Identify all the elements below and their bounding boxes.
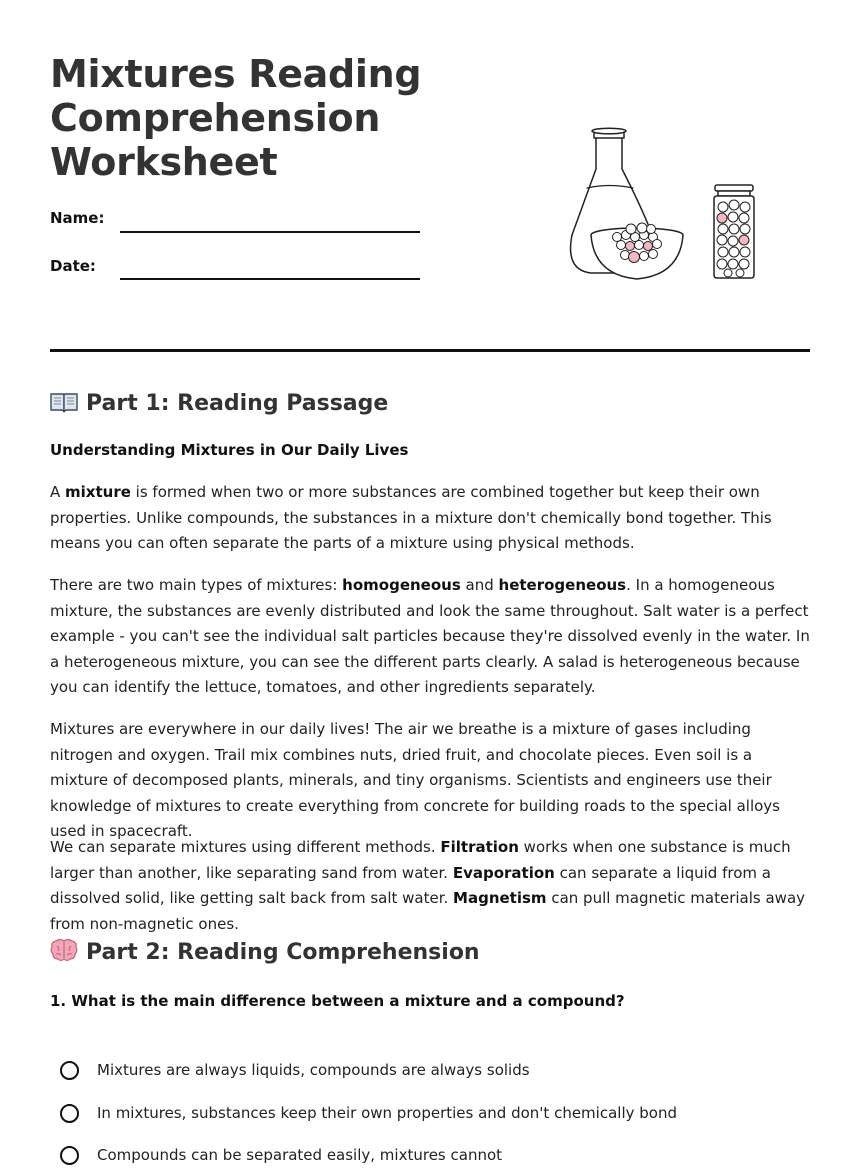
part2-heading-text: Part 2: Reading Comprehension [86,940,480,965]
passage-paragraph-4: We can separate mixtures using different methods. Filtration works when one substance is much larger than another, like separating sand from water. Evaporation can separate a liquid from a dissolved solid, like getting salt back from salt water. Magnetism can pull magnetic materials away from non-magnetic ones. [50,838,806,933]
part1-heading [50,391,388,419]
option-label: Compounds can be separated easily, mixtures cannot [97,1146,503,1164]
name-line[interactable] [120,231,420,233]
date-label: Date: [50,257,96,275]
passage-paragraph-1: A mixture is formed when two or more substances are combined together but keep their own properties. Unlike compounds, the substances in a mixture don't chemically bond together. This means you can often separate the parts of a mixture using physical methods. [50,483,772,552]
passage-subheading: Understanding Mixtures in Our Daily Lives [50,441,409,459]
question-1-option-b[interactable] [60,1100,677,1126]
part2-heading [50,938,480,968]
radio-button[interactable] [60,1104,79,1123]
worksheet-title: Mixtures Reading Comprehension Worksheet [50,52,422,184]
question-1-option-a[interactable] [60,1057,530,1083]
open-book-icon [50,391,78,419]
radio-button[interactable] [60,1061,79,1080]
question-1-text: 1. What is the main difference between a mixture and a compound? [50,992,625,1010]
brain-icon [50,938,78,968]
date-line[interactable] [120,278,420,280]
flask-and-jar-illustration [565,125,760,285]
question-1-option-c[interactable] [60,1142,502,1168]
passage-paragraph-3: Mixtures are everywhere in our daily lives! The air we breathe is a mixture of gases including nitrogen and oxygen. Trail mix combines nuts, dried fruit, and chocolate pieces. Even soil is a mixture of decomposed plants, minerals, and tiny organisms. Scientists and engineers use their knowledge of mixtures to create everything from concrete for building roads to the special alloys used in spacecraft. [50,720,780,840]
option-label: In mixtures, substances keep their own properties and don't chemically bond [97,1104,677,1122]
name-label: Name: [50,209,105,227]
radio-button[interactable] [60,1146,79,1165]
option-label: Mixtures are always liquids, compounds are always solids [97,1061,530,1079]
passage-paragraph-2: There are two main types of mixtures: homogeneous and heterogeneous. In a homogeneous mixture, the substances are evenly distributed and look the same throughout. Salt water is a perfect example - you can't see the individual salt particles because they're dissolved evenly in the water. In a heterogeneous mixture, you can see the different parts clearly. A salad is heterogeneous because you can identify the lettuce, tomatoes, and other ingredients separately. [50,576,810,696]
header-divider [50,349,810,352]
part1-heading-text: Part 1: Reading Passage [86,391,389,416]
